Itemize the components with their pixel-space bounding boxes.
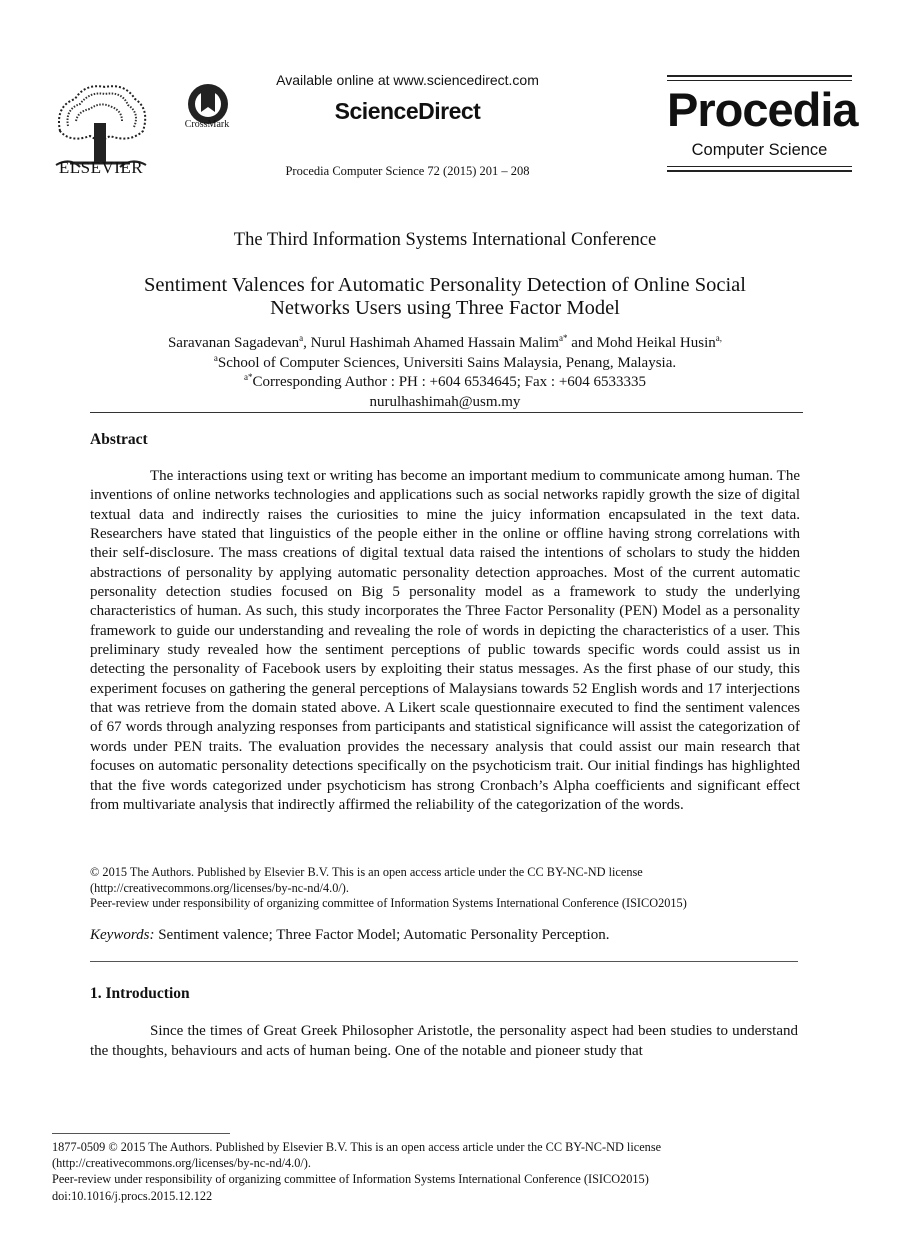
available-online-text: Available online at www.sciencedirect.com: [276, 72, 539, 88]
journal-reference: Procedia Computer Science 72 (2015) 201 – 208: [285, 164, 530, 178]
title-line: Networks Users using Three Factor Model: [270, 297, 620, 319]
affiliation-line: $^a$School of Computer Sciences, Universiti Sains Malaysia, Penang, Malaysia.: [213, 352, 677, 371]
crossmark-label: CrossMark: [184, 119, 230, 130]
keywords-label: Keywords:: [90, 927, 155, 943]
footer-block: [52, 1139, 772, 1204]
keywords-text: Sentiment valence; Three Factor Model; Automatic Personality Perception.: [154, 927, 610, 943]
procedia-logo: Procedia: [667, 83, 858, 136]
footer-copyright: 1877-0509 © 2015 The Authors. Published by Elsevier B.V. This is an open access article under the CC BY-NC-ND license: [52, 1140, 662, 1154]
publisher-name: ELSEVIER: [58, 158, 144, 177]
introduction-heading: 1. Introduction: [90, 985, 190, 1002]
author-line: Saravanan Sagadevan$^a$, Nurul Hashimah Ahamed Hassain Malim$^{a*}$ and Mohd Heikal Husin$^{a,}$: [167, 333, 723, 351]
author-block: [90, 334, 800, 412]
keywords-line: [90, 927, 805, 944]
procedia-rule: [667, 170, 852, 172]
corresponding-line: $^{a*}$Corresponding Author : PH : +604 6534645; Fax : +604 6533335: [243, 372, 647, 390]
footer-license-link[interactable]: (http://creativecommons.org/licenses/by-nc-nd/4.0/).: [52, 1156, 311, 1171]
divider: [90, 961, 798, 962]
procedia-rule: [667, 166, 852, 167]
copyright-line: © 2015 The Authors. Published by Elsevier B.V. This is an open access article under the CC BY-NC-ND license: [90, 865, 643, 879]
abstract-text: The interactions using text or writing has become an important medium to communicate among human. The inventions of online networks technologies and applications such as social networks rapidly growth the size of digital textual data and indirectly raises the curiosities to mine the juicy information encapsulated in the text data. Researchers have stated that linguistics of the people either in the online or offline having strong correlations with their self-disclosure. The mass creations of digital textual data raised the intentions of scholars to study the hidden abstractions of personality by applying automatic personality detection approaches. Most of the current automatic personality detection studies focused on Big 5 personality model as a framework to study the underlying characteristics of human. As such, this study incorporates the Three Factor Personality (PEN) Model as a personality framework to guide our understanding and revealing the role of words in depicting the characteristics of a user. This preliminary study revealed how the sentiment perceptions of public towards specific words could assist us in detecting the personality of Facebook users by exploiting their status messages. As the first phase of our study, this experiment focuses on gathering the general perceptions of Malaysians towards 52 English words and 17 interjections that was retrieve from the domain stated above. A Likert scale questionnaire executed to find the sentiment valences of 67 words through analyzing responses from participants and statistical significance will assist the categorization of words under PEN traits. The evaluation provides the necessary analysis that could assist our main research that focuses on automatic personality detections specifically on the psychoticism trait. Our initial findings has highlighted that the five words categorized under psychoticism has strong Cronbach’s Alpha coefficients and significant effect from multivariate analysis that indirectly affirmed the reliability of the categorization of the words.: [90, 468, 800, 813]
peer-review-line: Peer-review under responsibility of organizing committee of Information Systems International Conference (ISICO2015): [90, 896, 687, 910]
procedia-rule: [667, 75, 852, 77]
license-link[interactable]: (http://creativecommons.org/licenses/by-nc-nd/4.0/).: [90, 880, 349, 895]
footer-peer-review: Peer-review under responsibility of organizing committee of Information Systems International Conference (ISICO2015): [52, 1172, 649, 1187]
abstract-heading: Abstract: [90, 431, 148, 448]
procedia-subtitle: Computer Science: [691, 141, 828, 159]
procedia-rule: [667, 80, 852, 81]
sciencedirect-logo: ScienceDirect: [334, 98, 481, 124]
title-line: Sentiment Valences for Automatic Personality Detection of Online Social: [144, 274, 746, 296]
paper-title: [90, 274, 800, 320]
introduction-text: Since the times of Great Greek Philosopher Aristotle, the personality aspect had been studies to understand the thoughts, behaviours and acts of human being. One of the notable and pioneer study that: [90, 1023, 798, 1059]
email-line[interactable]: nurulhashimah@usm.my: [369, 393, 521, 410]
copyright-block: [90, 865, 805, 912]
conference-name: The Third Information Systems International Conference: [233, 230, 657, 250]
footer-rule: [52, 1133, 230, 1134]
footer-doi[interactable]: doi:10.1016/j.procs.2015.12.122: [52, 1188, 213, 1203]
divider: [90, 412, 803, 413]
